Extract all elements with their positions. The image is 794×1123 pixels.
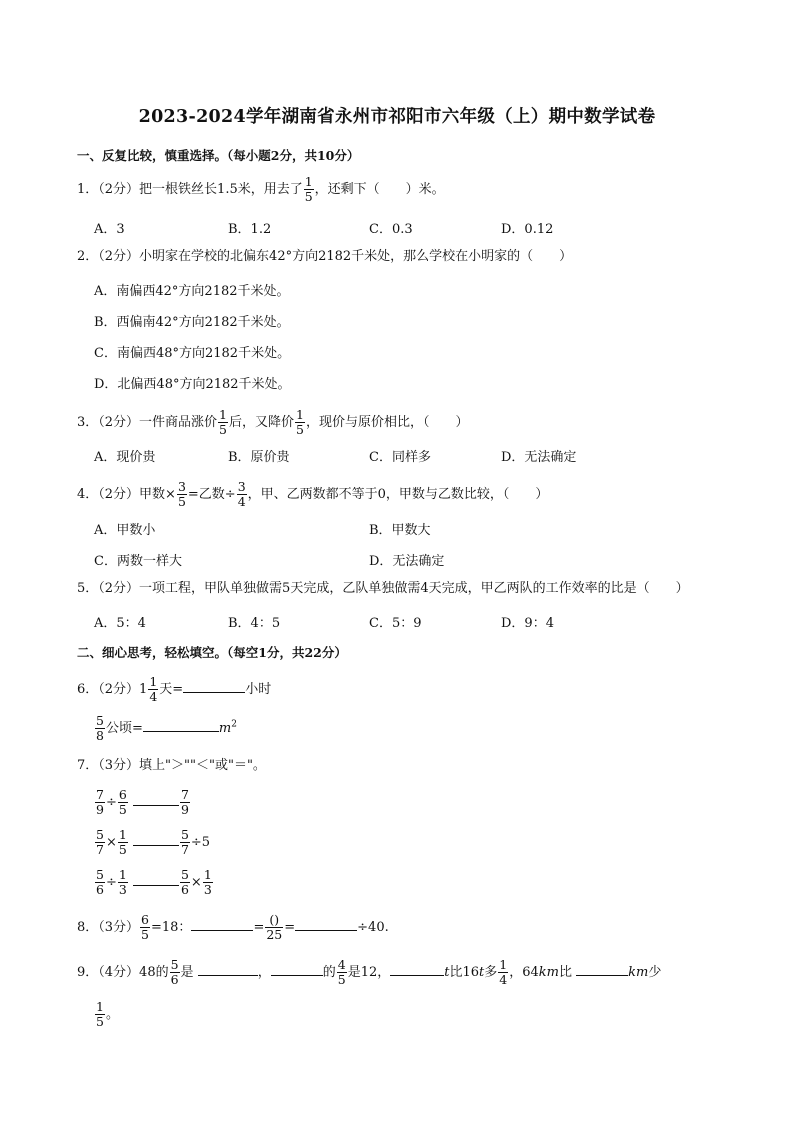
- fraction: $\frac{3}{4}$: [237, 479, 246, 509]
- fraction: $\frac{5}{7}$: [96, 827, 104, 857]
- fraction: $\frac{6}{5}$: [141, 912, 149, 942]
- q4-option-d[interactable]: D．无法确定: [369, 554, 445, 569]
- answer-blank[interactable]: [183, 681, 245, 693]
- question-6-line-2: $\frac{5}{8}$ 公顷= $m^2$: [96, 713, 237, 743]
- q3-option-a[interactable]: A．现价贵: [94, 450, 156, 465]
- q5-option-d[interactable]: D．9：4: [501, 616, 554, 631]
- answer-blank[interactable]: [133, 794, 179, 806]
- section-heading-2: 二、细心思考，轻松填空。（每空1分，共22分）: [77, 645, 347, 660]
- question-6-line-1: 6．（2分）1 $\frac{1}{4}$ 天= 小时: [77, 674, 272, 704]
- answer-blank[interactable]: [133, 874, 179, 886]
- answer-blank[interactable]: [198, 964, 258, 976]
- fraction: $\frac{1}{5}$: [296, 407, 304, 437]
- q7-row-3: $\frac{5}{6}$ ÷ $\frac{1}{3}$ $\frac{5}{6}$ × $\frac{1}{3}$: [96, 867, 212, 897]
- question-8: 8．（3分） $\frac{6}{5}$ =18： = () 25 = ÷40.: [77, 912, 389, 942]
- question-3: 3．（2分）一件商品涨价 $\frac{1}{5}$ 后，又降价 $\frac{1}{5}$ ，现价与原价相比，（ ）: [77, 407, 469, 437]
- q7-row-1: $\frac{7}{9}$ ÷ $\frac{6}{5}$ $\frac{7}{9}$: [96, 787, 189, 817]
- q7-row-2: $\frac{5}{7}$ × $\frac{1}{5}$ $\frac{5}{7}$ ÷5: [96, 827, 211, 857]
- fraction: $\frac{6}{5}$: [118, 787, 127, 817]
- answer-blank[interactable]: [390, 964, 444, 976]
- answer-blank[interactable]: [191, 919, 253, 931]
- fraction: $\frac{1}{5}$: [304, 174, 313, 204]
- q2-option-d[interactable]: D．北偏西48°方向2182千米处。: [94, 377, 291, 392]
- page-title: 2023-2024学年湖南省永州市祁阳市六年级（上）期中数学试卷: [138, 107, 656, 127]
- fraction: $\frac{4}{5}$: [337, 957, 346, 987]
- q2-option-a[interactable]: A．南偏西42°方向2182千米处。: [94, 284, 290, 299]
- answer-blank[interactable]: [143, 720, 219, 732]
- fraction: $\frac{7}{9}$: [96, 787, 104, 817]
- fraction: $\frac{1}{3}$: [203, 867, 212, 897]
- question-1: 1．（2分）把一根铁丝长1.5米，用去了 $\frac{1}{5}$ ，还剩下（ ）米。: [77, 174, 445, 204]
- question-9: 9．（4分）48的 $\frac{5}{6}$ 是 ， 的 $\frac{4}{5}$ 是12， t比16t多 $\frac{1}{4}$ ，64km比 km少: [77, 957, 662, 987]
- answer-blank[interactable]: [133, 834, 179, 846]
- q1-option-a[interactable]: A．3: [94, 222, 125, 237]
- fraction: $\frac{5}{6}$: [180, 867, 189, 897]
- q3-option-d[interactable]: D．无法确定: [501, 450, 577, 465]
- question-7: 7．（3分）填上"＞""＜"或"＝"。: [77, 758, 266, 773]
- q5-option-c[interactable]: C．5：9: [369, 616, 422, 631]
- answer-blank[interactable]: [576, 964, 628, 976]
- q1-option-b[interactable]: B．1.2: [228, 222, 272, 237]
- q4-option-b[interactable]: B．甲数大: [369, 523, 431, 538]
- section-heading-1: 一、反复比较，慎重选择。（每小题2分，共10分）: [77, 148, 360, 163]
- fraction: $\frac{1}{5}$: [118, 827, 127, 857]
- fraction: $\frac{1}{4}$: [499, 957, 508, 987]
- question-2: 2．（2分）小明家在学校的北偏东42°方向2182千米处，那么学校在小明家的（ ）: [77, 249, 573, 264]
- q2-option-c[interactable]: C．南偏西48°方向2182千米处。: [94, 346, 291, 361]
- q2-option-b[interactable]: B．西偏南42°方向2182千米处。: [94, 315, 290, 330]
- fraction: $\frac{5}{6}$: [96, 867, 104, 897]
- q4-option-c[interactable]: C．两数一样大: [94, 554, 182, 569]
- fraction: $\frac{5}{7}$: [180, 827, 189, 857]
- fraction: $\frac{1}{5}$: [96, 999, 104, 1029]
- fraction: $\frac{3}{5}$: [177, 479, 186, 509]
- answer-blank[interactable]: [295, 919, 357, 931]
- q5-option-b[interactable]: B．4：5: [228, 616, 281, 631]
- q4-option-a[interactable]: A．甲数小: [94, 523, 156, 538]
- q1-option-c[interactable]: C．0.3: [369, 222, 413, 237]
- q5-option-a[interactable]: A．5：4: [94, 616, 146, 631]
- question-5: 5．（2分）一项工程，甲队单独做需5天完成，乙队单独做需4天完成，甲乙两队的工作效率的比是（ ）: [77, 581, 689, 596]
- fraction: $\frac{5}{8}$: [96, 713, 104, 743]
- q3-option-c[interactable]: C．同样多: [369, 450, 431, 465]
- question-4: 4．（2分）甲数× $\frac{3}{5}$ =乙数÷ $\frac{3}{4}$ ，甲、乙两数都不等于0，甲数与乙数比较，（ ）: [77, 479, 549, 509]
- fraction: $\frac{1}{4}$: [149, 674, 158, 704]
- q1-option-d[interactable]: D．0.12: [501, 222, 554, 237]
- question-9-cont: $\frac{1}{5}$ 。: [96, 999, 119, 1029]
- fraction: $\frac{1}{5}$: [219, 407, 227, 437]
- fraction: $\frac{5}{6}$: [170, 957, 179, 987]
- fraction: () 25: [266, 912, 283, 942]
- answer-blank[interactable]: [271, 964, 323, 976]
- q3-option-b[interactable]: B．原价贵: [228, 450, 290, 465]
- fraction: $\frac{1}{3}$: [118, 867, 127, 897]
- fraction: $\frac{7}{9}$: [180, 787, 189, 817]
